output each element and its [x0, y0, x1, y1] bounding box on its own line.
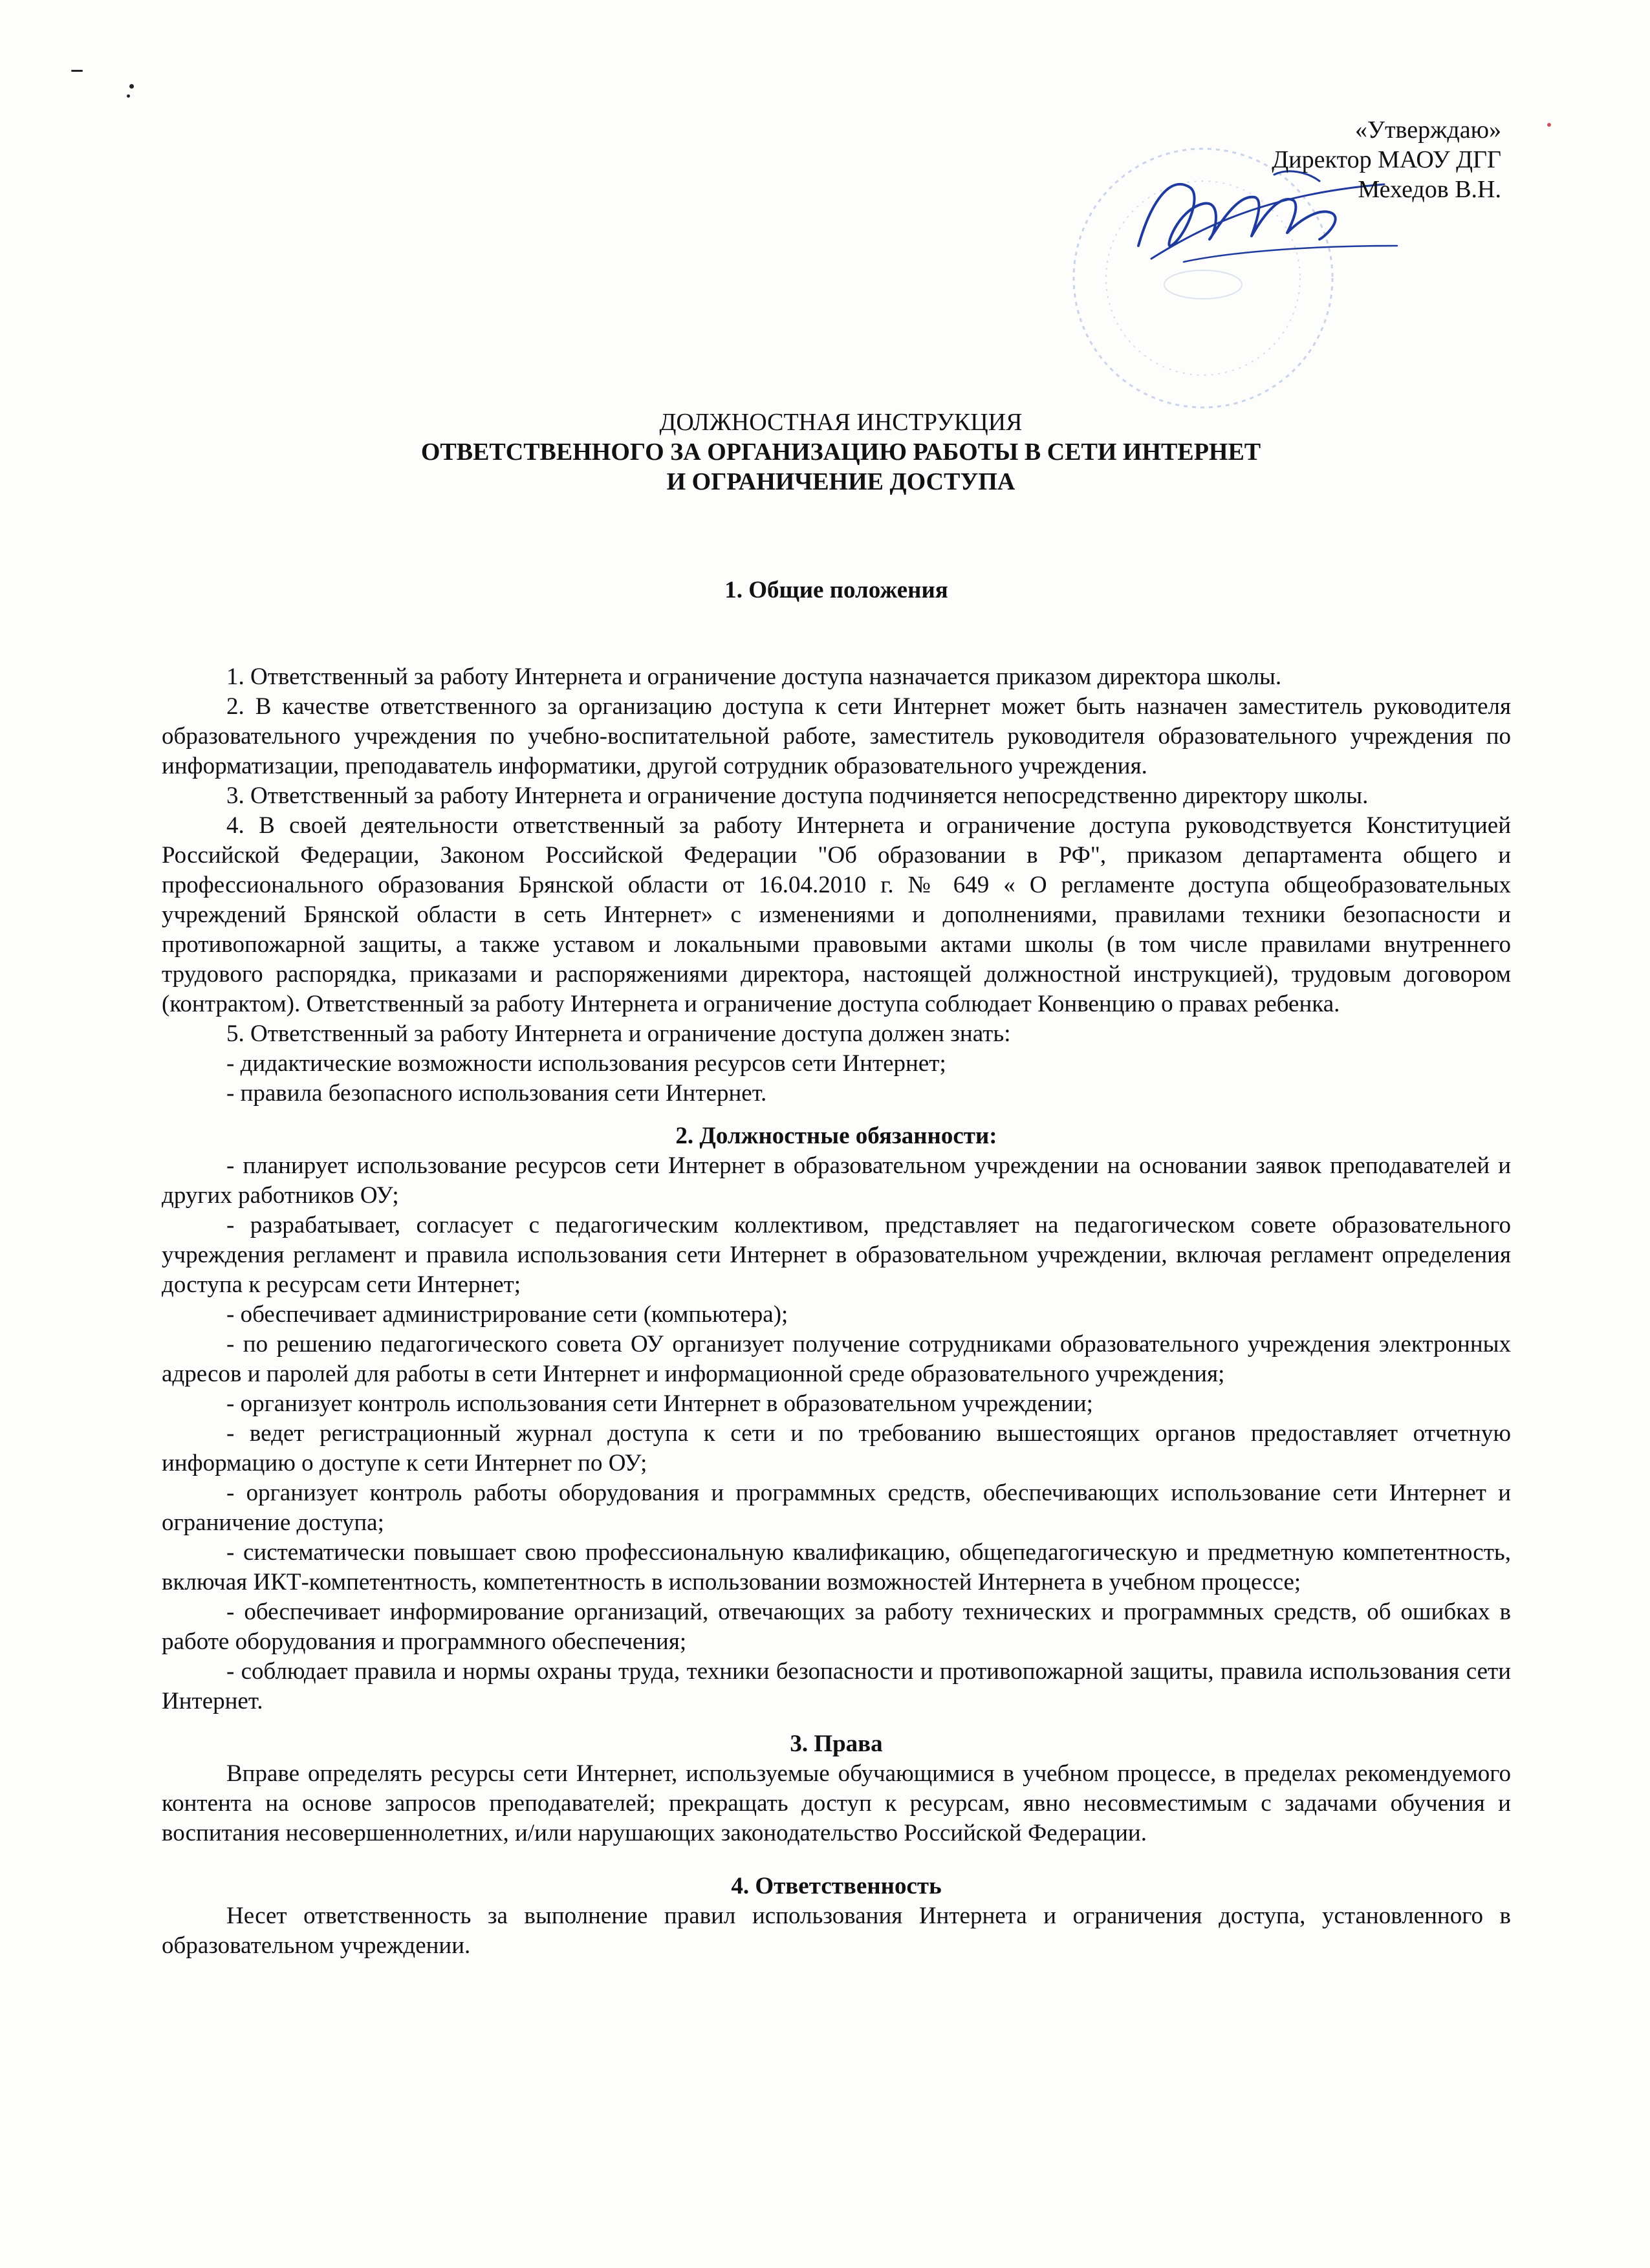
- approval-position: Директор МАОУ ДГГ: [1272, 146, 1501, 173]
- list-item: - организует контроль работы оборудования и программных средств, обеспечивающих использование сети Интернет и ограничение доступа;: [162, 1480, 1511, 1536]
- list-item: - соблюдает правила и нормы охраны труда, техники безопасности и противопожарной защиты, правила использования сети Интернет.: [162, 1658, 1511, 1714]
- approval-block: [1113, 115, 1501, 204]
- scan-speck: [127, 94, 130, 98]
- approval-name: Мехедов В.Н.: [1358, 176, 1501, 203]
- title-line-1: ДОЛЖНОСТНАЯ ИНСТРУКЦИЯ: [659, 409, 1023, 436]
- paragraph: Вправе определять ресурсы сети Интернет, используемые обучающимися в учебном процессе, в пределах рекомендуемого контента на основе запросов преподавателей; прекращать доступ к ресурсам, явно несовместимым с задачами обучения и воспитания несовершеннолетних, и/или нарушающих законодательство Российской Федерации.: [162, 1760, 1511, 1846]
- title-line-3: И ОГРАНИЧЕНИЕ ДОСТУПА: [666, 468, 1015, 495]
- list-item: - правила безопасного использования сети Интернет.: [226, 1080, 767, 1107]
- scan-speck: [129, 84, 134, 89]
- section-heading-duties: 2. Должностные обязанности:: [675, 1123, 997, 1149]
- paragraph: 1. Ответственный за работу Интернета и ограничение доступа назначается приказом директора школы.: [226, 664, 1282, 690]
- list-item: - разрабатывает, согласует с педагогическим коллективом, представляет на педагогическом совете образовательного учреждения регламент и правила использования сети Интернет в образовательном учреждении, включая регламент определения доступа к ресурсам сети Интернет;: [162, 1212, 1511, 1298]
- section-heading-rights: 3. Права: [790, 1731, 883, 1757]
- list-item: - организует контроль использования сети Интернет в образовательном учреждении;: [226, 1390, 1093, 1417]
- list-item: - ведет регистрационный журнал доступа к сети и по требованию вышестоящих органов предоставляет отчетную информацию о доступе к сети Интернет по ОУ;: [162, 1420, 1511, 1476]
- section-heading-general: 1. Общие положения: [724, 577, 948, 603]
- list-item: - дидактические возможности использования ресурсов сети Интернет;: [226, 1050, 946, 1077]
- list-item: - по решению педагогического совета ОУ организует получение сотрудниками образовательного учреждения электронных адресов и паролей для работы в сети Интернет и информационной среде образовательного учреждения;: [162, 1331, 1511, 1387]
- list-item: - обеспечивает информирование организаций, отвечающих за работу технических и программных средств, об ошибках в работе оборудования и программного обеспечения;: [162, 1599, 1511, 1655]
- paragraph: 4. В своей деятельности ответственный за работу Интернета и ограничение доступа руководствуется Конституцией Российской Федерации, Законом Российской Федерации "Об образовании в РФ", приказом департамента общего и профессионального образования Брянской области от 16.04.2010 г. № 649 « О регламенте доступа общеобразовательных учреждений Брянской области в сеть Интернет» с изменениями и дополнениями, правилами техники безопасности и противопожарной защиты, а также уставом и локальными правовыми актами школы (в том числе правилами внутреннего трудового распорядка, приказами и распоряжениями директора, настоящей должностной инструкцией), трудовым договором (контрактом). Ответственный за работу Интернета и ограничение доступа соблюдает Конвенцию о правах ребенка.: [162, 812, 1511, 1017]
- title-line-2: ОТВЕТСТВЕННОГО ЗА ОРГАНИЗАЦИЮ РАБОТЫ В СЕТИ ИНТЕРНЕТ: [420, 438, 1261, 466]
- list-item: - планирует использование ресурсов сети Интернет в образовательном учреждении на основании заявок преподавателей и других работников ОУ;: [162, 1152, 1511, 1209]
- paragraph: 3. Ответственный за работу Интернета и ограничение доступа подчиняется непосредственно директору школы.: [226, 783, 1369, 809]
- paragraph: 2. В качестве ответственного за организацию доступа к сети Интернет может быть назначен заместитель руководителя образовательного учреждения по учебно-воспитательной работе, заместитель руководителя образовательного учреждения по информатизации, преподаватель информатики, другой сотрудник образовательного учреждения.: [162, 693, 1511, 779]
- paragraph: Несет ответственность за выполнение правил использования Интернета и ограничения доступа, установленного в образовательном учреждении.: [162, 1903, 1511, 1959]
- document-body: [162, 576, 1511, 1961]
- document-title: [162, 407, 1520, 497]
- scan-speck: [71, 70, 83, 72]
- section-heading-responsibility: 4. Ответственность: [731, 1873, 942, 1899]
- scan-speck: [1547, 123, 1551, 127]
- list-item: - систематически повышает свою профессиональную квалификацию, общепедагогическую и предметную компетентность, включая ИКТ-компетентность, компетентность в использовании возможностей Интернета в учебном процессе;: [162, 1539, 1511, 1595]
- list-item: - обеспечивает администрирование сети (компьютера);: [226, 1301, 788, 1328]
- approval-heading: «Утверждаю»: [1355, 116, 1501, 144]
- paragraph: 5. Ответственный за работу Интернета и ограничение доступа должен знать:: [226, 1021, 1011, 1047]
